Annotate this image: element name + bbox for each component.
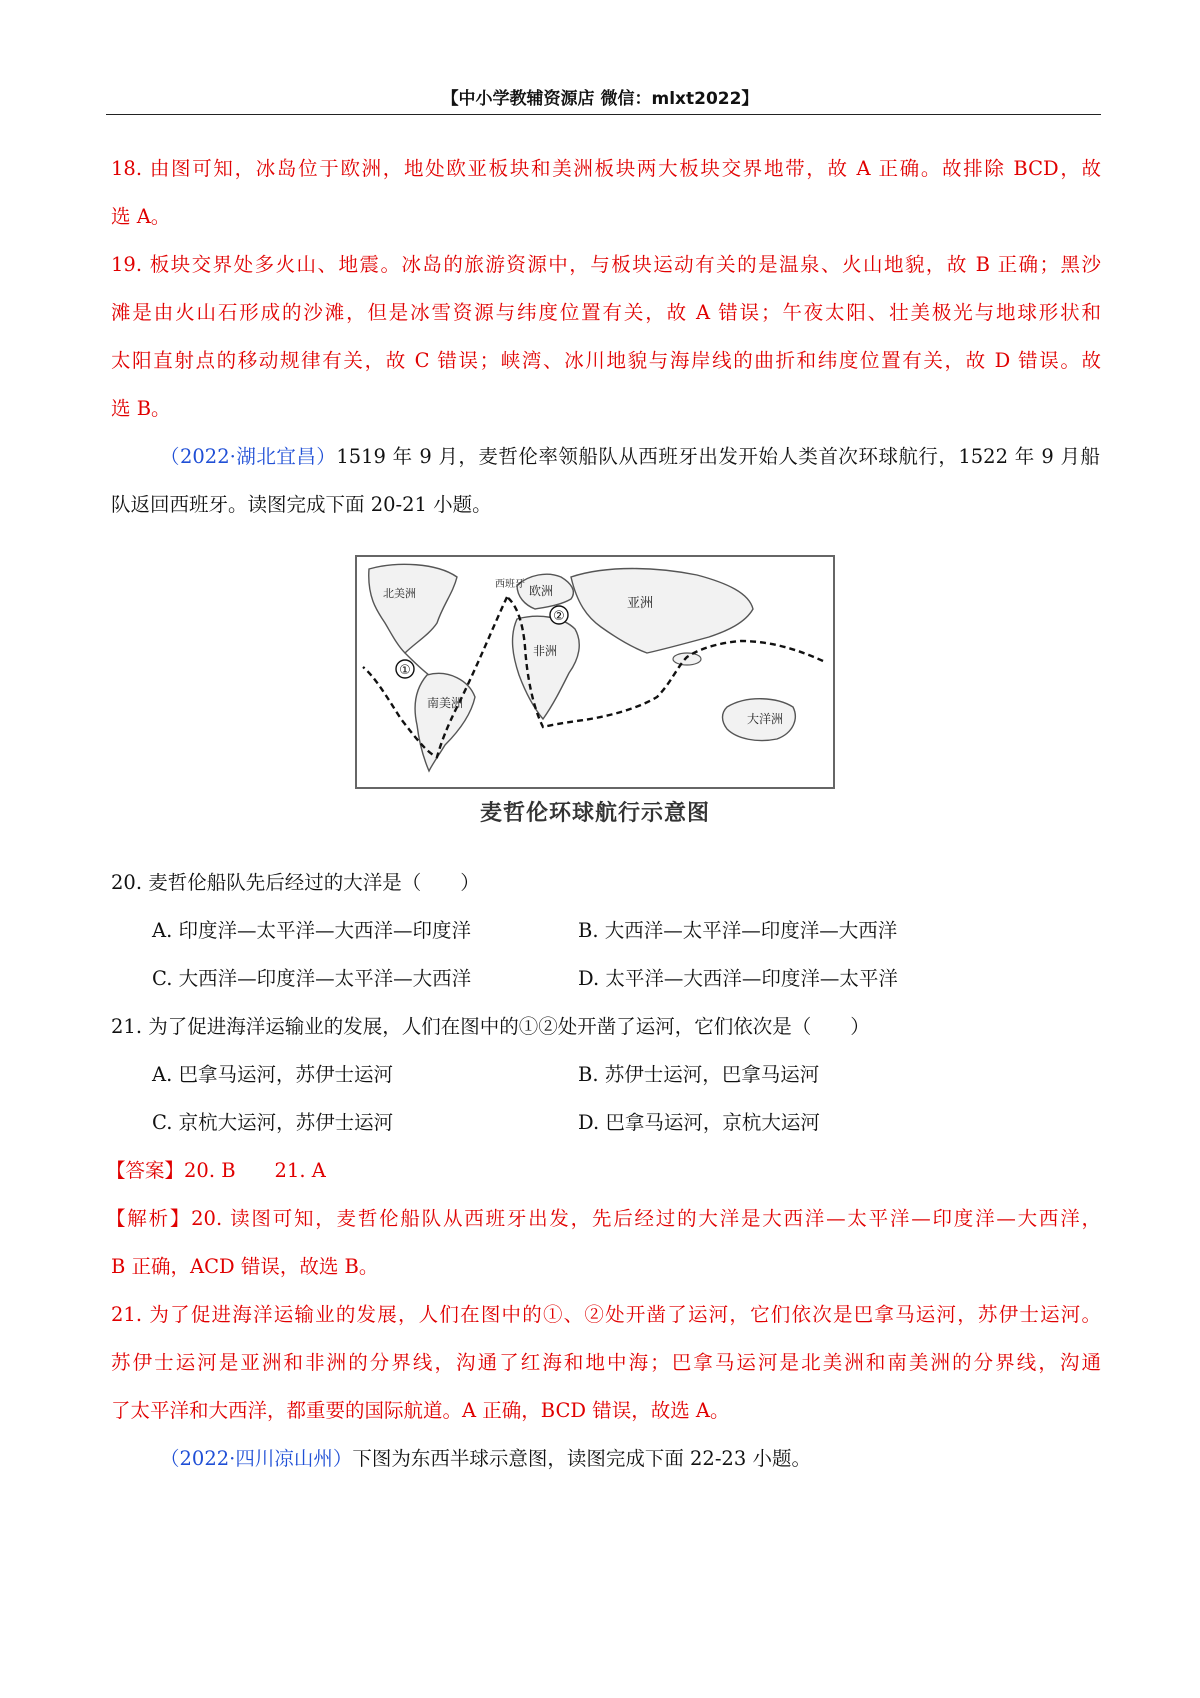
spain-label: 西班牙 (495, 579, 525, 590)
q21-option-a: A. 巴拿马运河，苏伊士运河 (152, 1063, 393, 1086)
page-header: 【中小学教辅资源店 微信：mlxt2022】 (441, 89, 759, 109)
answer-line (106, 1158, 1096, 1184)
answer-label: 【答案】 (106, 1159, 185, 1182)
hubei-intro-line-2: 队返回西班牙。读图完成下面 20-21 小题。 (111, 493, 492, 516)
q21-stem: 21. 为了促进海洋运输业的发展，人们在图中的①②处开凿了运河，它们依次是（ ） (111, 1015, 870, 1038)
q18-explanation-line-1: 18. 由图可知，冰岛位于欧洲，地处欧亚板块和美洲板块两大板块交界地带，故 A 正确。故排除 BCD，故 (111, 157, 1101, 180)
analysis-q20-line-1 (106, 1206, 1101, 1232)
q20-option-d: D. 太平洋—大西洋—印度洋—太平洋 (578, 967, 898, 990)
sichuan-intro-text: 下图为东西半球示意图，读图完成下面 22-23 小题。 (352, 1447, 811, 1470)
q21-option-b: B. 苏伊士运河，巴拿马运河 (578, 1063, 820, 1086)
sichuan-intro-line (160, 1446, 1100, 1472)
analysis-label: 【解析】 (106, 1207, 192, 1230)
map-svg (357, 557, 833, 787)
q20-option-b: B. 大西洋—太平洋—印度洋—大西洋 (578, 919, 898, 942)
magellan-route-map (355, 555, 835, 789)
north-america-label: 北美洲 (383, 587, 416, 600)
answer-text: 20. B 21. A (184, 1159, 326, 1182)
south-america-label: 南美洲 (427, 696, 464, 710)
analysis-q21-line-2: 苏伊士运河是亚洲和非洲的分界线，沟通了红海和地中海；巴拿马运河是北美洲和南美洲的分界线，沟通 (111, 1351, 1101, 1374)
hubei-intro-line-1 (160, 444, 1100, 470)
q21-option-d: D. 巴拿马运河，京杭大运河 (578, 1111, 820, 1134)
q18-explanation-line-2: 选 A。 (111, 205, 171, 228)
q20-option-c: C. 大西洋—印度洋—太平洋—大西洋 (152, 967, 472, 990)
hubei-intro-text: 1519 年 9 月，麦哲伦率领船队从西班牙出发开始人类首次环球航行，1522 年 9 月船 (336, 445, 1100, 468)
q19-explanation-line-2: 滩是由火山石形成的沙滩，但是冰雪资源与纬度位置有关，故 A 错误；午夜太阳、壮美极光与地球形状和 (111, 301, 1101, 324)
map-caption: 麦哲伦环球航行示意图 (479, 801, 710, 826)
analysis-q21-line-1: 21. 为了促进海洋运输业的发展，人们在图中的①、②处开凿了运河，它们依次是巴拿马运河，苏伊士运河。 (111, 1303, 1101, 1326)
q20-stem: 20. 麦哲伦船队先后经过的大洋是（ ） (111, 871, 480, 894)
marker-2-label: ② (553, 609, 565, 624)
europe-label: 欧洲 (529, 584, 554, 598)
analysis-q21-line-3: 了太平洋和大西洋，都重要的国际航道。A 正确，BCD 错误，故选 A。 (111, 1399, 730, 1422)
q21-option-c: C. 京杭大运河，苏伊士运河 (152, 1111, 394, 1134)
q19-explanation-line-3: 太阳直射点的移动规律有关，故 C 错误；峡湾、冰川地貌与海岸线的曲折和纬度位置有关，故 D 错误。故 (111, 349, 1101, 372)
asia-label: 亚洲 (627, 596, 654, 611)
sichuan-source: （2022·四川凉山州） (160, 1447, 353, 1470)
hubei-source: （2022·湖北宜昌） (160, 445, 337, 468)
africa-label: 非洲 (533, 644, 558, 658)
southeast-asia-islands (673, 653, 701, 665)
q19-explanation-line-4: 选 B。 (111, 397, 171, 420)
analysis-q20-line-2: B 正确，ACD 错误，故选 B。 (111, 1255, 379, 1278)
analysis-q20-text: 20. 读图可知，麦哲伦船队从西班牙出发，先后经过的大洋是大西洋—太平洋—印度洋—大西洋， (191, 1207, 1101, 1230)
oceania-label: 大洋洲 (747, 712, 784, 726)
q20-option-a: A. 印度洋—太平洋—大西洋—印度洋 (152, 919, 471, 942)
header-divider (106, 114, 1101, 115)
q19-explanation-line-1: 19. 板块交界处多火山、地震。冰岛的旅游资源中，与板块运动有关的是温泉、火山地貌，故 B 正确；黑沙 (111, 253, 1101, 276)
marker-1-label: ① (399, 663, 411, 678)
